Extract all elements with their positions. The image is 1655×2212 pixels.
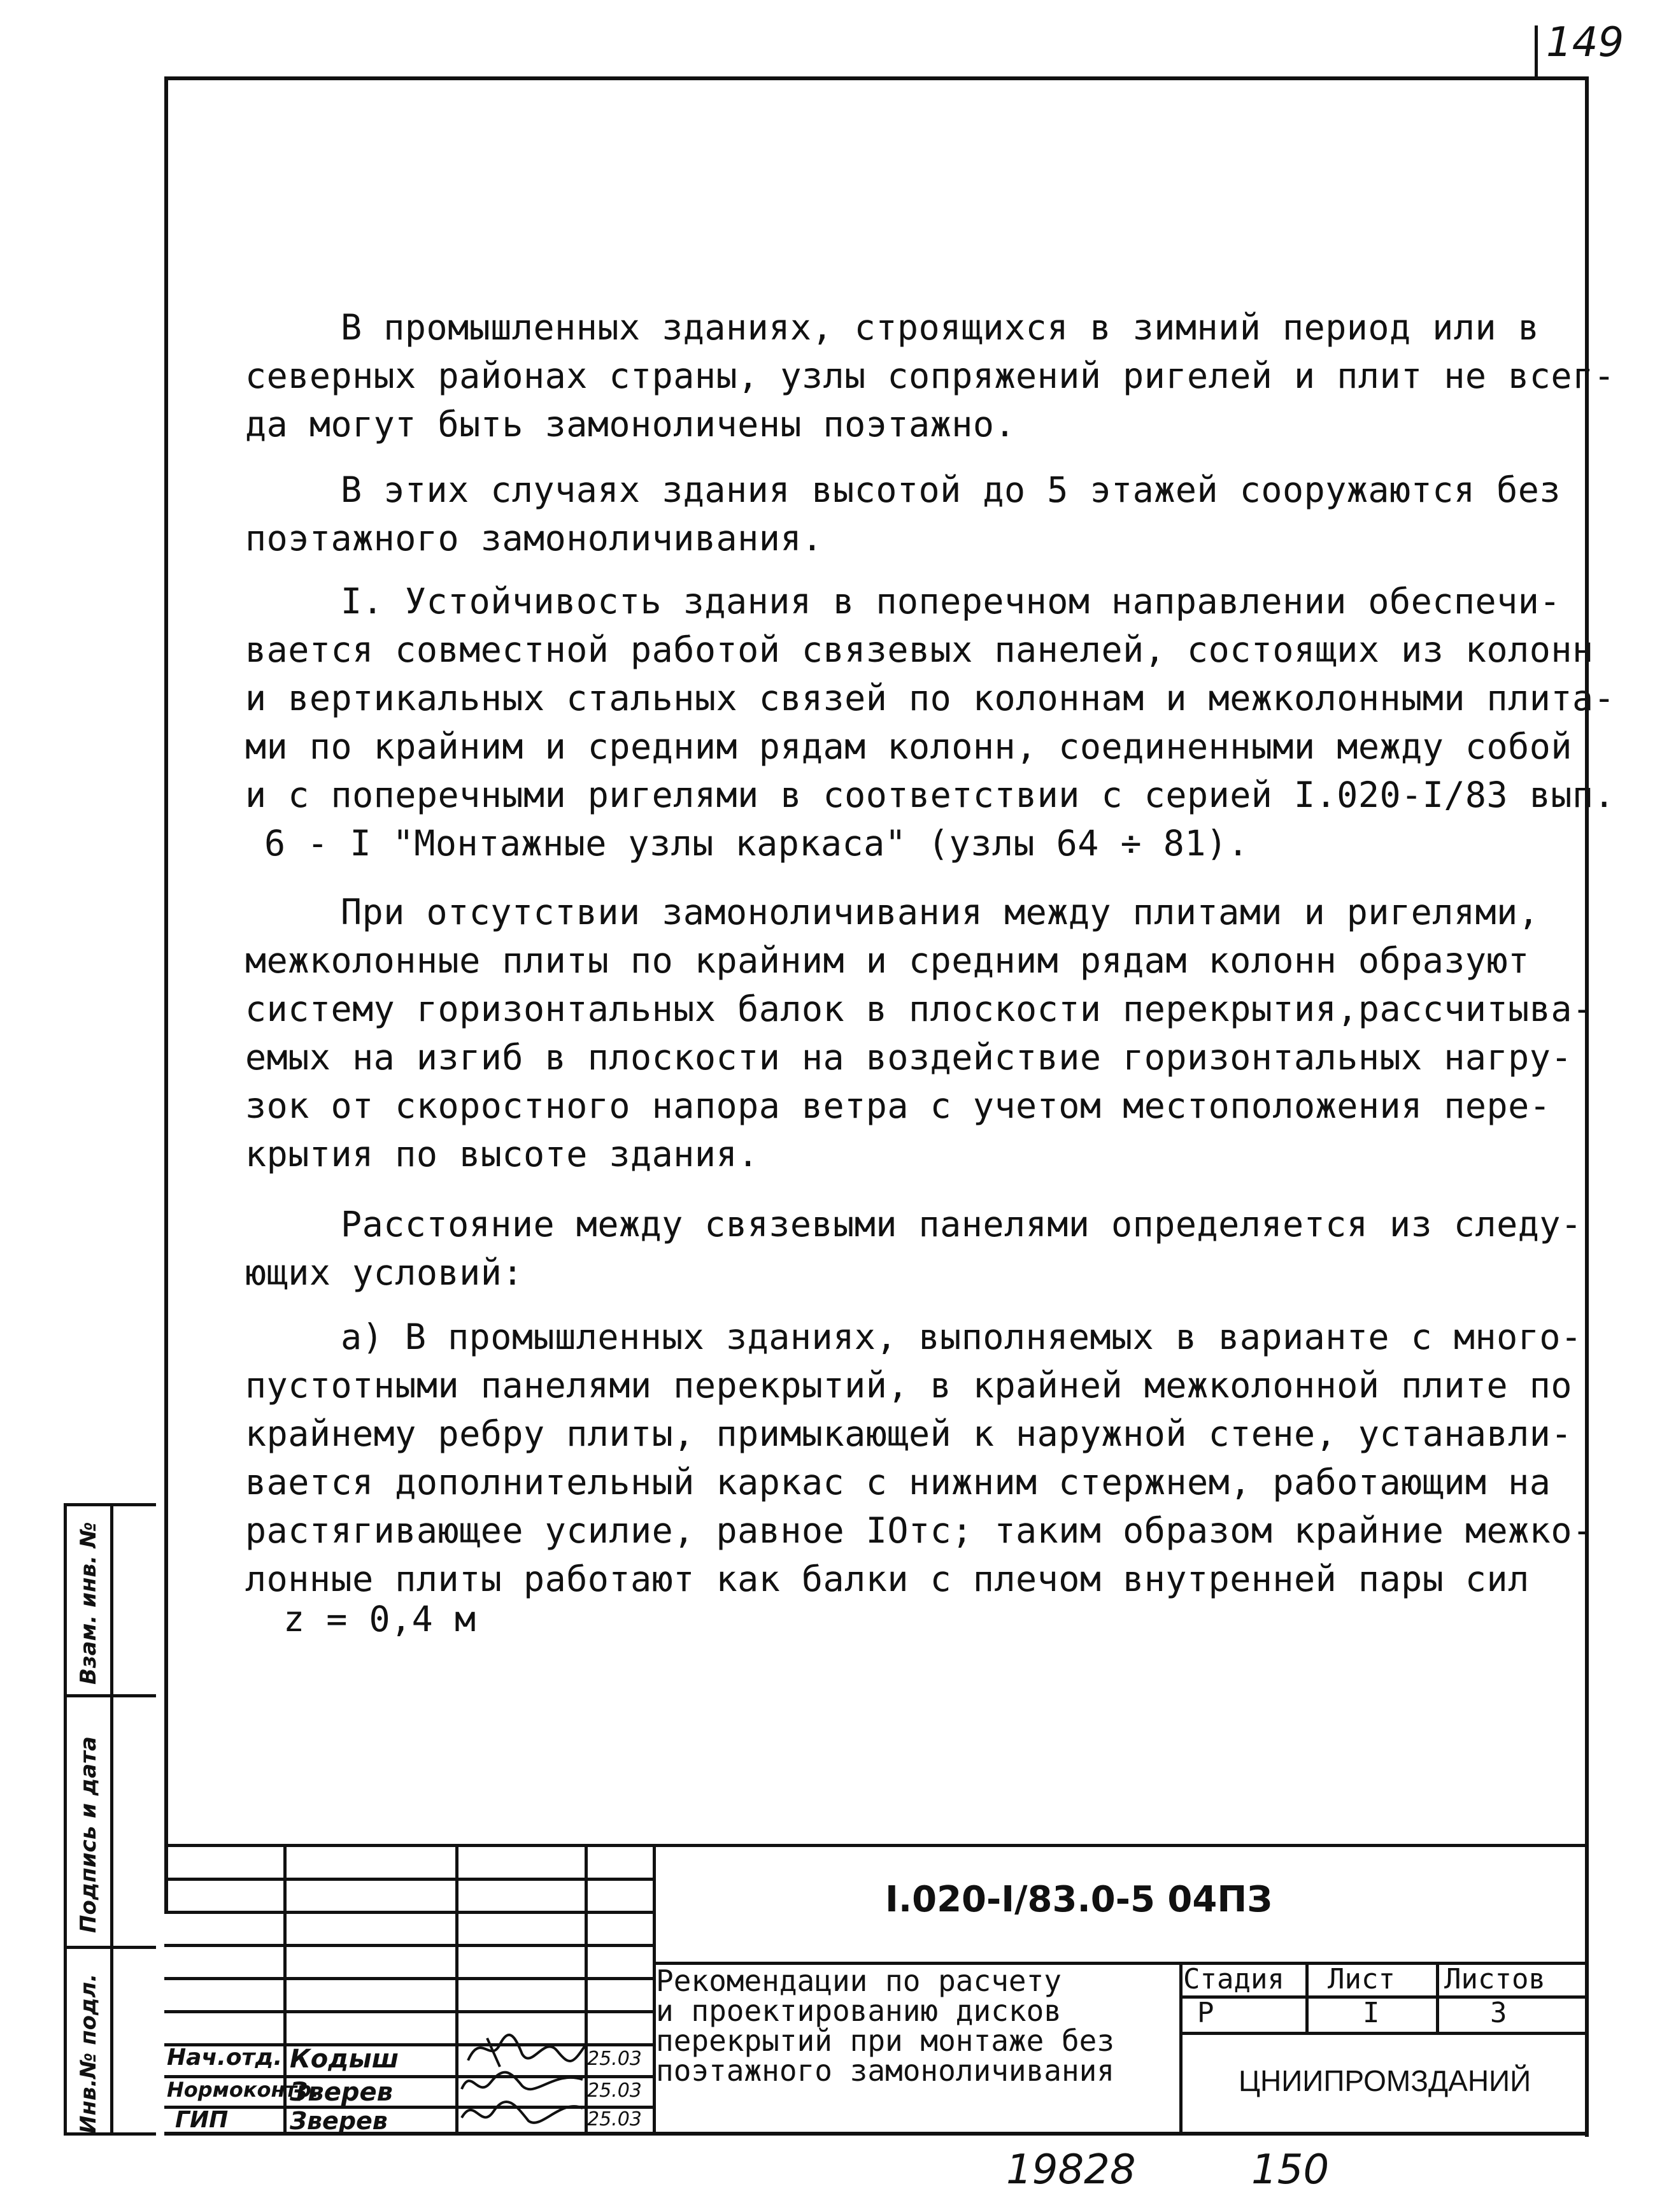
signer-role: ГИП	[175, 2107, 229, 2133]
title-block-top-rule	[164, 1844, 1589, 1847]
text-line: вается дополнительный каркас с нижним стержнем, работающим на	[245, 1462, 1551, 1502]
paragraph-formula	[245, 1546, 1551, 1643]
strip-label-podpis-data: Подпись и дата	[76, 1736, 101, 1933]
text-line: В промышленных зданиях, строящихся в зимний период или в	[341, 307, 1540, 348]
sheet-frame-left	[164, 76, 168, 1914]
signer-date: 25.03	[587, 2080, 642, 2102]
grid-col-rule	[1179, 1962, 1183, 2134]
signer-date: 25.03	[587, 2048, 642, 2070]
text-line: В этих случаях здания высотой до 5 этажей сооружаются без	[341, 469, 1561, 510]
grid-row-rule	[164, 1944, 656, 1947]
text-line: вается совместной работой связевых панелей, состоящих из колонн	[245, 629, 1594, 670]
text-line: поэтажного замоноличивания.	[245, 518, 823, 559]
strip-rule	[67, 1694, 156, 1697]
signer-name: Зверев	[290, 2078, 393, 2107]
text-line: лонные плиты работают как балки с плечом внутренней пары сил	[245, 1559, 1530, 1599]
title-block-rule	[1181, 2032, 1589, 2035]
page-number-rule	[1535, 25, 1538, 80]
title-block-rule	[1181, 1995, 1589, 1999]
text-line: емых на изгиб в плоскости на воздействие горизонтальных нагру-	[245, 1037, 1572, 1078]
document-title-line: Рекомендации по расчету	[656, 1964, 1062, 1998]
stage-value: Р	[1197, 1997, 1214, 2029]
footer-left-number: 19828	[1006, 2146, 1136, 2194]
text-line: ющих условий:	[245, 1252, 523, 1293]
document-title-line: поэтажного замоноличивания	[656, 2053, 1115, 2088]
text-line: и с поперечными ригелями в соответствии с серией I.020-I/83 вып.	[245, 774, 1616, 815]
text-line: I. Устойчивость здания в поперечном направлении обеспечи-	[341, 581, 1561, 622]
grid-row-rule	[164, 2010, 656, 2013]
text-line: зок от скоростного напора ветра с учетом местоположения пере-	[245, 1085, 1551, 1126]
grid-row-rule	[164, 1911, 656, 1914]
document-code: I.020-I/83.0-5 04ПЗ	[885, 1879, 1272, 1920]
strip-label-inv-podl: Инв.№ подл.	[76, 1973, 101, 2134]
document-title-line: перекрытий при монтаже без	[656, 2023, 1115, 2058]
sheet-value: I	[1363, 1997, 1380, 2029]
signer-name: Кодыш	[290, 2044, 399, 2074]
signer-date: 25.03	[587, 2108, 642, 2130]
grid-col-rule	[1436, 1962, 1439, 2032]
sheet-frame-top	[164, 76, 1589, 80]
footer-right-number: 150	[1251, 2146, 1330, 2194]
stage-header: Стадия	[1183, 1963, 1284, 1995]
signer-role: Нач.отд.	[167, 2044, 283, 2071]
text-line: крытия по высоте здания.	[245, 1134, 759, 1174]
text-line: систему горизонтальных балок в плоскости перекрытия,рассчитыва-	[245, 988, 1594, 1029]
grid-row-rule	[164, 1878, 656, 1881]
signer-role: Нормоконтр.	[167, 2078, 320, 2102]
page-number: 149	[1546, 19, 1624, 66]
text-line: северных районах страны, узлы сопряжений ригелей и плит не всег-	[245, 355, 1616, 396]
paragraph-3	[245, 529, 1616, 867]
organization-name: ЦНИИПРОМЗДАНИЙ	[1239, 2064, 1531, 2097]
text-line: растягивающее усилие, равное IOтс; таким образом крайние межко-	[245, 1510, 1594, 1551]
text-line: При отсутствии замоноличивания между плитами и ригелями,	[341, 892, 1540, 932]
text-line: а) В промышленных зданиях, выполняемых в варианте с много-	[341, 1316, 1582, 1357]
signer-name: Зверев	[290, 2107, 388, 2135]
sheet-header: Лист	[1328, 1963, 1395, 1995]
sheets-value: 3	[1490, 1997, 1507, 2029]
strip-rule	[67, 1946, 156, 1949]
grid-col-rule	[1305, 1962, 1309, 2032]
text-line: межколонные плиты по крайним и средним рядам колонн образуют	[245, 940, 1530, 981]
text-line: пустотными панелями перекрытий, в крайней межколонной плите по	[245, 1365, 1572, 1406]
sheets-header: Листов	[1444, 1963, 1545, 1995]
paragraph-4	[245, 839, 1594, 1178]
grid-row-rule	[164, 1977, 656, 1980]
strip-divider	[110, 1506, 113, 2132]
text-line: z = 0,4 м	[283, 1599, 476, 1639]
text-line: да могут быть замоноличены поэтажно.	[245, 404, 1016, 445]
signature-zverev-2	[458, 2095, 586, 2134]
side-stamp-strip	[64, 1503, 156, 2136]
document-title-line: и проектированию дисков	[656, 1994, 1062, 2028]
strip-label-vzam-inv: Взам. инв. №	[76, 1522, 101, 1685]
text-line: Расстояние между связевыми панелями определяется из следу-	[341, 1204, 1582, 1245]
text-line: и вертикальных стальных связей по колоннам и межколонными плита-	[245, 678, 1616, 718]
text-line: 6 - I "Монтажные узлы каркаса" (узлы 64 ÷ 81).	[264, 823, 1249, 864]
text-line: крайнему ребру плиты, примыкающей к наружной стене, устанавли-	[245, 1413, 1572, 1454]
text-line: ми по крайним и средним рядам колонн, соединенными между собой	[245, 726, 1572, 767]
